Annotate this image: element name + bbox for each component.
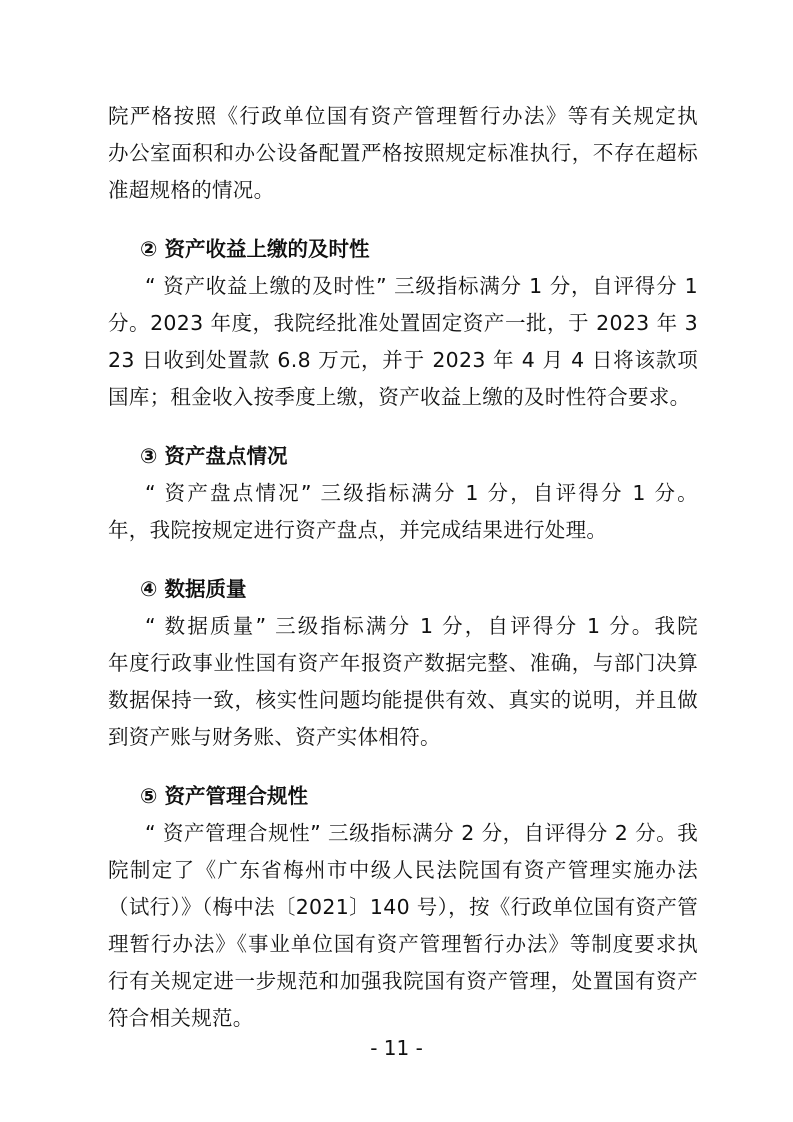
text-line: 国库；租金收入按季度上缴，资产收益上缴的及时性符合要求。 — [108, 385, 691, 409]
text-line: 23 日收到处置款 6.8 万元，并于 2023 年 4 月 4 日将该款项 — [108, 348, 698, 372]
text-line: 符合相关规范。 — [108, 1006, 254, 1030]
text-line: 数据保持一致，核实性问题均能提供有效、真实的说明，并且做 — [108, 688, 698, 712]
section-compliance — [108, 778, 698, 1037]
intro-paragraph — [108, 98, 698, 209]
text-line: 院严格按照《行政单位国有资产管理暂行办法》等有关规定执 — [108, 104, 698, 128]
text-line: “ 资产收益上缴的及时性” 三级指标满分 1 分，自评得分 1 — [145, 274, 698, 298]
page-number: - 11 - — [370, 1036, 423, 1060]
section-heading: ③ 资产盘点情况 — [140, 444, 288, 468]
text-line: 院制定了《广东省梅州市中级人民法院国有资产管理实施办法 — [108, 858, 698, 882]
section-heading: ② 资产收益上缴的及时性 — [140, 237, 370, 261]
text-line: 到资产账与财务账、资产实体相符。 — [108, 725, 441, 749]
text-line: 分。2023 年度，我院经批准处置固定资产一批，于 2023 年 3 — [108, 311, 698, 335]
section-asset-income — [108, 231, 698, 416]
text-line: 年度行政事业性国有资产年报资产数据完整、准确，与部门决算 — [108, 651, 698, 675]
text-line: 行有关规定进一步规范和加强我院国有资产管理，处置国有资产 — [108, 969, 698, 993]
section-asset-inventory — [108, 438, 698, 549]
text-line: “ 资产盘点情况” 三级指标满分 1 分，自评得分 1 分。 — [145, 481, 698, 505]
section-heading: ④ 数据质量 — [140, 577, 247, 601]
text-line: 准超规格的情况。 — [108, 178, 275, 202]
text-line: “ 资产管理合规性” 三级指标满分 2 分，自评得分 2 分。我 — [145, 821, 698, 845]
text-line: （试行）》（梅中法〔2021〕140 号），按《行政单位国有资产管 — [108, 895, 698, 919]
text-line: “ 数据质量” 三级指标满分 1 分，自评得分 1 分。我院 — [145, 614, 698, 638]
text-line: 办公室面积和办公设备配置严格按照规定标准执行，不存在超标 — [108, 141, 698, 165]
text-line: 理暂行办法》《事业单位国有资产管理暂行办法》等制度要求执 — [108, 932, 698, 956]
document-body — [108, 98, 698, 1037]
text-line: 年，我院按规定进行资产盘点，并完成结果进行处理。 — [108, 518, 608, 542]
section-heading: ⑤ 资产管理合规性 — [140, 784, 308, 808]
section-data-quality — [108, 571, 698, 756]
